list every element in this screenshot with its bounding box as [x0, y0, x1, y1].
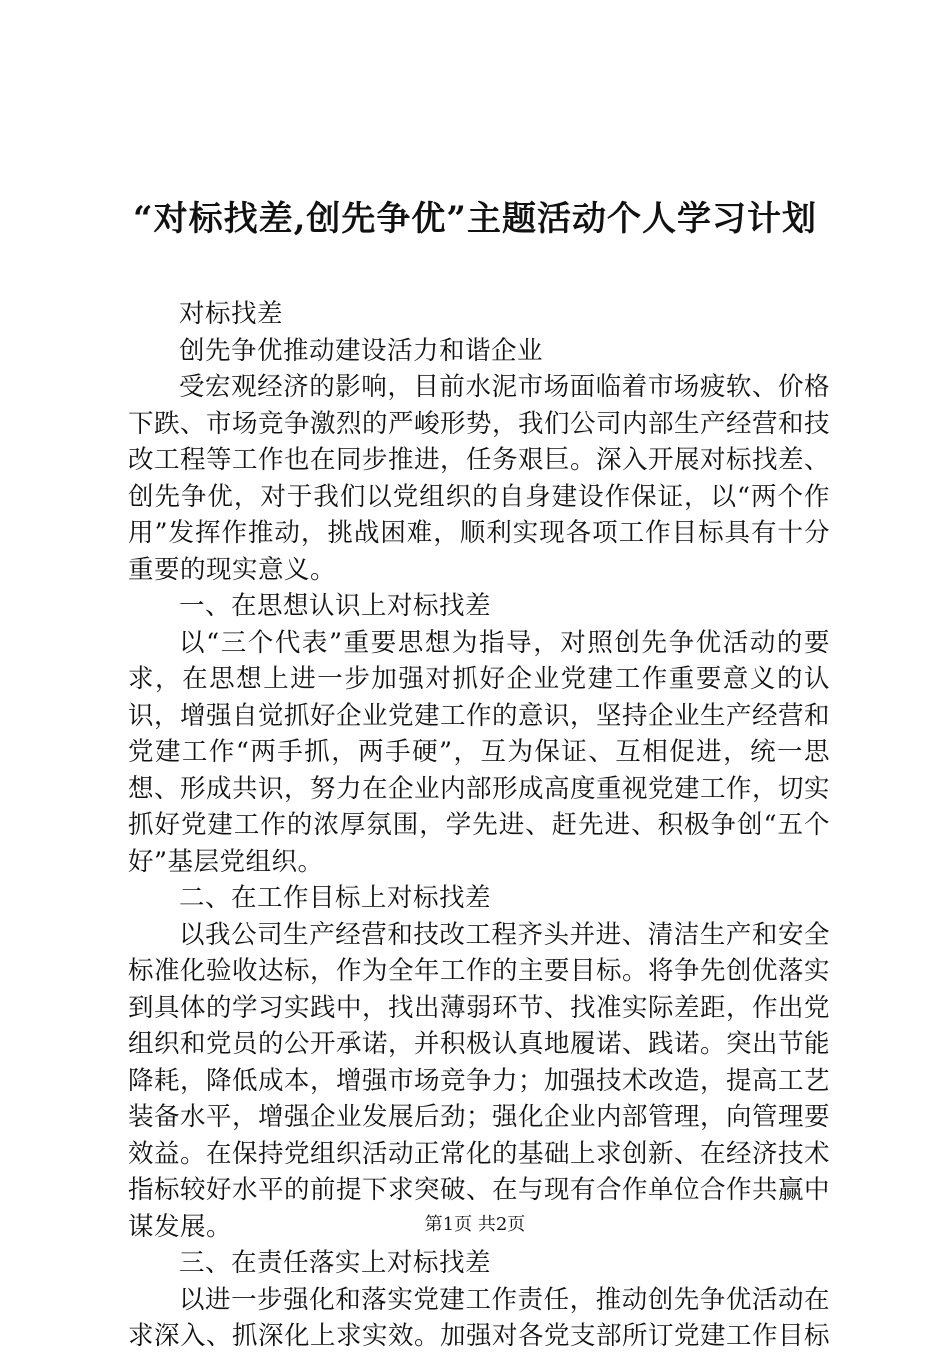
- section-heading: 一、在思想认识上对标找差: [179, 591, 492, 621]
- paragraph: 以我公司生产经营和技改工程齐头并进、清洁生产和安全标准化验收达标，作为全年工作的主要目标。将争先创优落实到具体的学习实践中，找出薄弱环节、找准实际差距，作出党组织和党员的公开承诺，并积极认真地履诺、践诺。突出节能降耗，降低成本，增强市场竞争力；加强技术改造，提高工艺装备水平，增强企业发展后劲；强化企业内部管理，向管理要效益。在保持党组织活动正常化的基础上求创新、在经济技术指标较好水平的前提下求突破、在与现有合作单位合作共赢中谋发展。: [128, 919, 831, 1242]
- document-body: [128, 296, 830, 1355]
- document-title: “对标找差,创先争优”主题活动个人学习计划: [133, 198, 817, 239]
- paragraph: 以进一步强化和落实党建工作责任，推动创先争优活动在求深入、抓深化上求实效。加强对各党支部所订党建工作目标: [128, 1284, 831, 1351]
- paragraph: 创先争优推动建设活力和谐企业: [179, 335, 544, 366]
- paragraph: 对标找差: [179, 299, 284, 329]
- paragraph: 受宏观经济的影响，目前水泥市场面临着市场疲软、价格下跌、市场竞争激烈的严峻形势，我们公司内部生产经营和技改工程等工作也在同步推进，任务艰巨。深入开展对标找差、创先争优，对于我们以党组织的自身建设作保证，以“两个作用”发挥作推动，挑战困难，顺利实现各项工作目标具有十分重要的现实意义。: [128, 372, 831, 585]
- section-heading: 三、在责任落实上对标找差: [179, 1248, 492, 1278]
- page-footer: 第1页 共2页: [424, 1214, 526, 1235]
- paragraph: 以“三个代表”重要思想为指导，对照创先争优活动的要求，在思想上进一步加强对抓好企业党建工作重要意义的认识，增强自觉抓好企业党建工作的意识，坚持企业生产经营和党建工作“两手抓，两手硬”，互为保证、互相促进，统一思想、形成共识，努力在企业内部形成高度重视党建工作，切实抓好党建工作的浓厚氛围，学先进、赶先进、积极争创“五个好”基层党组织。: [128, 627, 831, 877]
- section-heading: 二、在工作目标上对标找差: [179, 883, 492, 913]
